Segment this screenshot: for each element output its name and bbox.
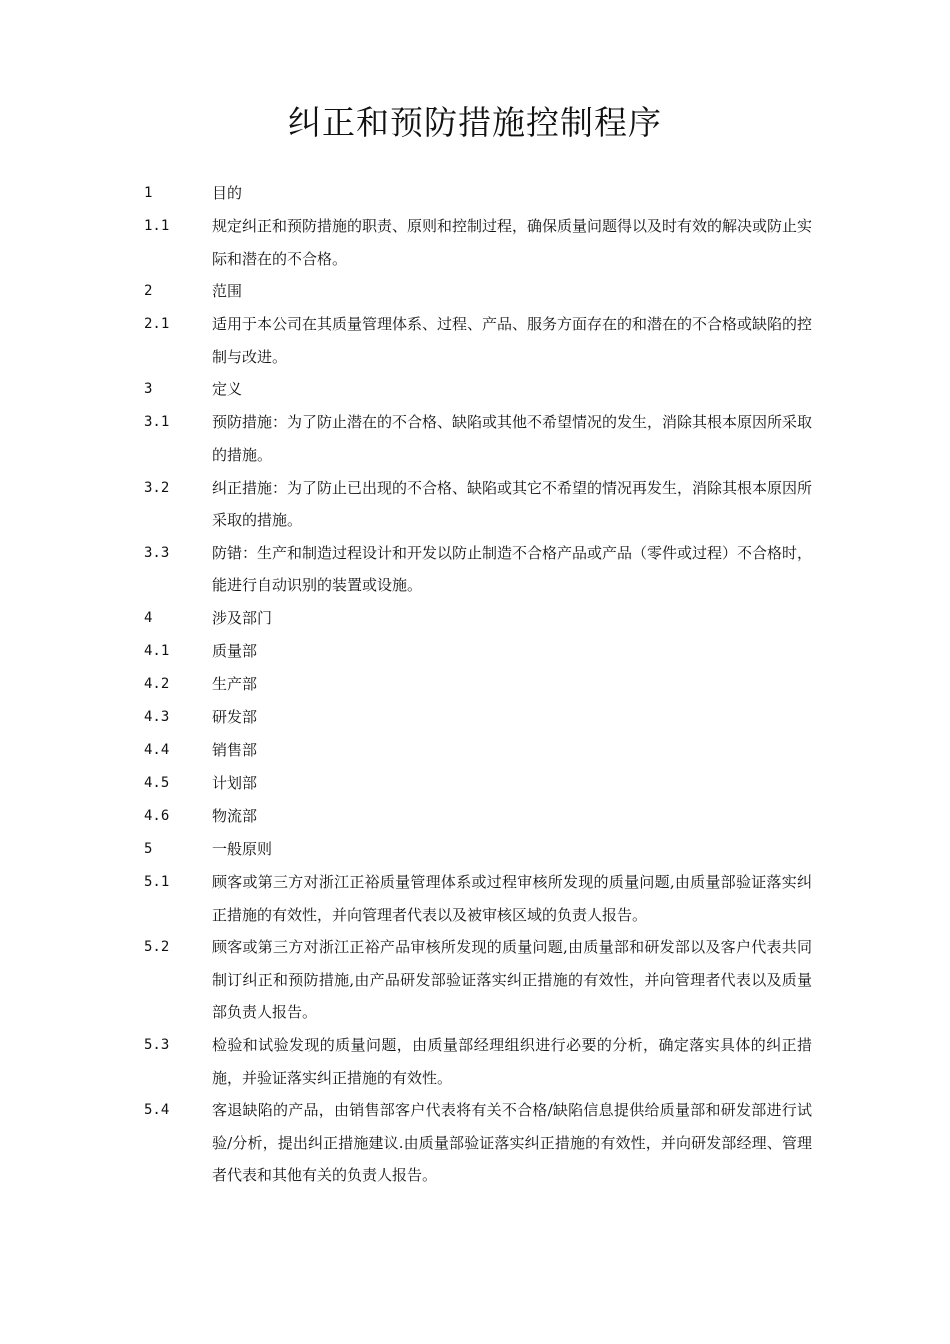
section-number: 4.3 [144,708,170,725]
clause-text: 客退缺陷的产品，由销售部客户代表将有关不合格/缺陷信息提供给质量部和研发部进行试验/分析，提出纠正措施建议.由质量部验证落实纠正措施的有效性，并向研发部经理、管理者代表和其他有关的负责人报告。 [212,1101,812,1185]
section-3 [144,373,812,406]
clause-1-1 [144,210,812,275]
section-2 [144,275,812,308]
section-number: 3 [144,381,153,398]
clause-text: 纠正措施：为了防止已出现的不合格、缺陷或其它不希望的情况再发生，消除其根本原因所采取的措施。 [212,478,813,530]
clause-4-5 [144,767,812,800]
section-1 [144,177,812,210]
clause-5-2 [144,931,812,1029]
clause-text: 顾客或第三方对浙江正裕产品审核所发现的质量问题,由质量部和研发部以及客户代表共同制订纠正和预防措施,由产品研发部验证落实纠正措施的有效性，并向管理者代表以及质量部负责人报告。 [212,938,812,1022]
clause-3-2 [144,472,812,537]
clause-text: 物流部 [212,806,258,825]
section-number: 1.1 [144,218,170,234]
clause-4-4 [144,734,812,767]
clause-5-3 [144,1029,812,1094]
clause-4-3 [144,701,812,734]
clause-3-3 [144,537,812,602]
section-number: 4.6 [144,807,170,824]
section-number: 3.3 [144,544,170,561]
clause-5-1 [144,866,812,931]
clause-text: 计划部 [212,773,258,792]
clause-2-1 [144,308,812,373]
clause-4-2 [144,668,812,701]
clause-4-1 [144,635,812,668]
section-number: 5.3 [144,1036,170,1053]
section-number: 4.1 [144,642,170,659]
clause-text: 检验和试验发现的质量问题，由质量部经理组织进行必要的分析，确定落实具体的纠正措施，并验证落实纠正措施的有效性。 [212,1035,812,1087]
section-number: 3.2 [144,479,170,496]
section-heading: 定义 [212,380,243,399]
section-heading: 目的 [212,184,243,202]
clause-3-1 [144,406,812,471]
clause-text: 研发部 [212,707,258,726]
section-5 [144,833,812,866]
clause-5-4 [144,1094,812,1192]
clause-text: 预防措施：为了防止潜在的不合格、缺陷或其他不希望情况的发生，消除其根本原因所采取的措施。 [212,413,813,464]
section-number: 5.1 [144,873,170,890]
clause-text: 适用于本公司在其质量管理体系、过程、产品、服务方面存在的和潜在的不合格或缺陷的控制与改进。 [212,315,813,366]
clause-text: 防错：生产和制造过程设计和开发以防止制造不合格产品或产品（零件或过程）不合格时，能进行自动识别的装置或设施。 [212,543,813,595]
section-number: 4.4 [144,741,170,758]
section-number: 5.4 [144,1102,170,1119]
section-number: 1 [144,185,153,201]
section-number: 2 [144,283,153,300]
clause-text: 销售部 [212,740,258,759]
section-number: 4.5 [144,774,170,791]
clause-text: 质量部 [212,641,258,660]
clause-text: 顾客或第三方对浙江正裕质量管理体系或过程审核所发现的质量问题,由质量部验证落实纠正措施的有效性，并向管理者代表以及被审核区域的负责人报告。 [212,872,812,924]
section-number: 3.1 [144,414,170,431]
section-heading: 一般原则 [212,839,273,858]
section-number: 5 [144,840,153,857]
section-number: 4 [144,609,153,626]
clause-4-6 [144,800,812,833]
document-body [144,177,812,1192]
section-4 [144,602,812,635]
clause-text: 规定纠正和预防措施的职责、原则和控制过程，确保质量问题得以及时有效的解决或防止实际和潜在的不合格。 [212,217,813,268]
clause-text: 生产部 [212,674,258,693]
section-heading: 涉及部门 [212,608,273,627]
page-title: 纠正和预防措施控制程序 [288,103,662,142]
section-number: 2.1 [144,316,170,333]
section-number: 4.2 [144,675,170,692]
section-number: 5.2 [144,939,170,956]
section-heading: 范围 [212,282,243,301]
